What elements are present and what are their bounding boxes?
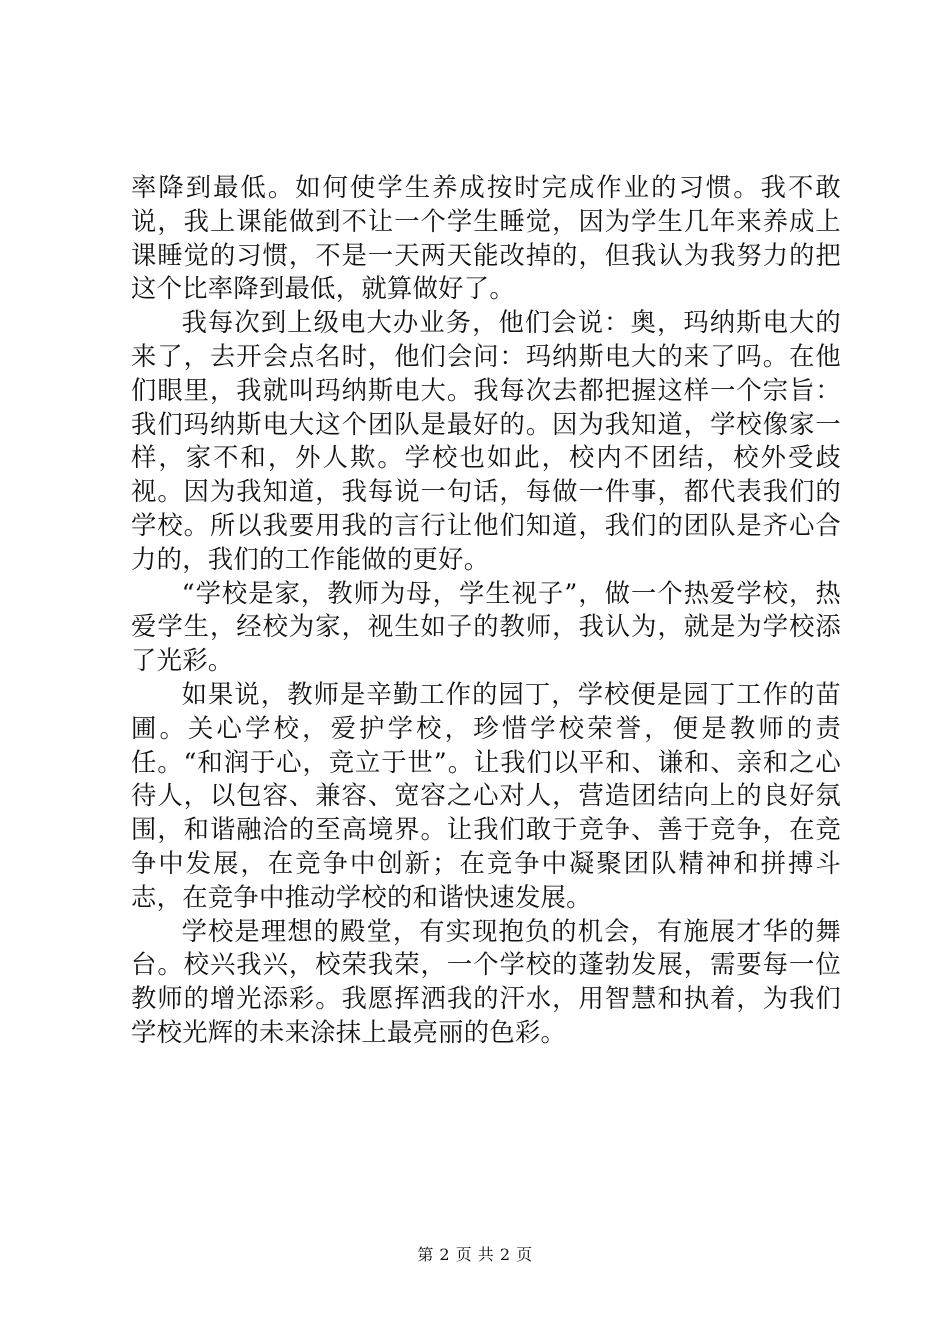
- document-body: [131, 171, 841, 1050]
- paragraph-distance-university: 我每次到上级电大办业务，他们会说：奥，玛纳斯电大的来了，去开会点名时，他们会问：玛纳斯电大的来了吗。在他们眼里，我就叫玛纳斯电大。我每次去都把握这样一个宗旨：我们玛纳斯电大这个团队是最好的。因为我知道，学校像家一样，家不和，外人欺。学校也如此，校内不团结，校外受歧视。因为我知道，我每说一句话，每做一件事，都代表我们的学校。所以我要用我的言行让他们知道，我们的团队是齐心合力的，我们的工作能做的更好。: [131, 308, 841, 574]
- page-footer: 第 2 页 共 2 页: [417, 1245, 533, 1264]
- paragraph-continued: 率降到最低。如何使学生养成按时完成作业的习惯。我不敢说，我上课能做到不让一个学生睡觉，因为学生几年来养成上课睡觉的习惯，不是一天两天能改掉的，但我认为我努力的把这个比率降到最低，就算做好了。: [131, 173, 841, 304]
- paragraph-gardener: 如果说，教师是辛勤工作的园丁，学校便是园丁工作的苗圃。关心学校，爱护学校，珍惜学校荣誉，便是教师的责任。“和润于心，竞立于世”。让我们以平和、谦和、亲和之心待人，以包容、兼容、宽容之心对人，营造团结向上的良好氛围，和谐融洽的至高境界。让我们敢于竞争、善于竞争，在竞争中发展，在竞争中创新；在竞争中凝聚团队精神和拼搏斗志，在竞争中推动学校的和谐快速发展。: [131, 679, 841, 912]
- paragraph-closing: 学校是理想的殿堂，有实现抱负的机会，有施展才华的舞台。校兴我兴，校荣我荣，一个学校的蓬勃发展，需要每一位教师的增光添彩。我愿挥洒我的汗水，用智慧和执着，为我们学校光辉的未来涂抹上最亮丽的色彩。: [131, 916, 841, 1047]
- paragraph-school-is-home: “学校是家，教师为母，学生视子”，做一个热爱学校，热爱学生，经校为家，视生如子的教师，我认为，就是为学校添了光彩。: [131, 578, 841, 676]
